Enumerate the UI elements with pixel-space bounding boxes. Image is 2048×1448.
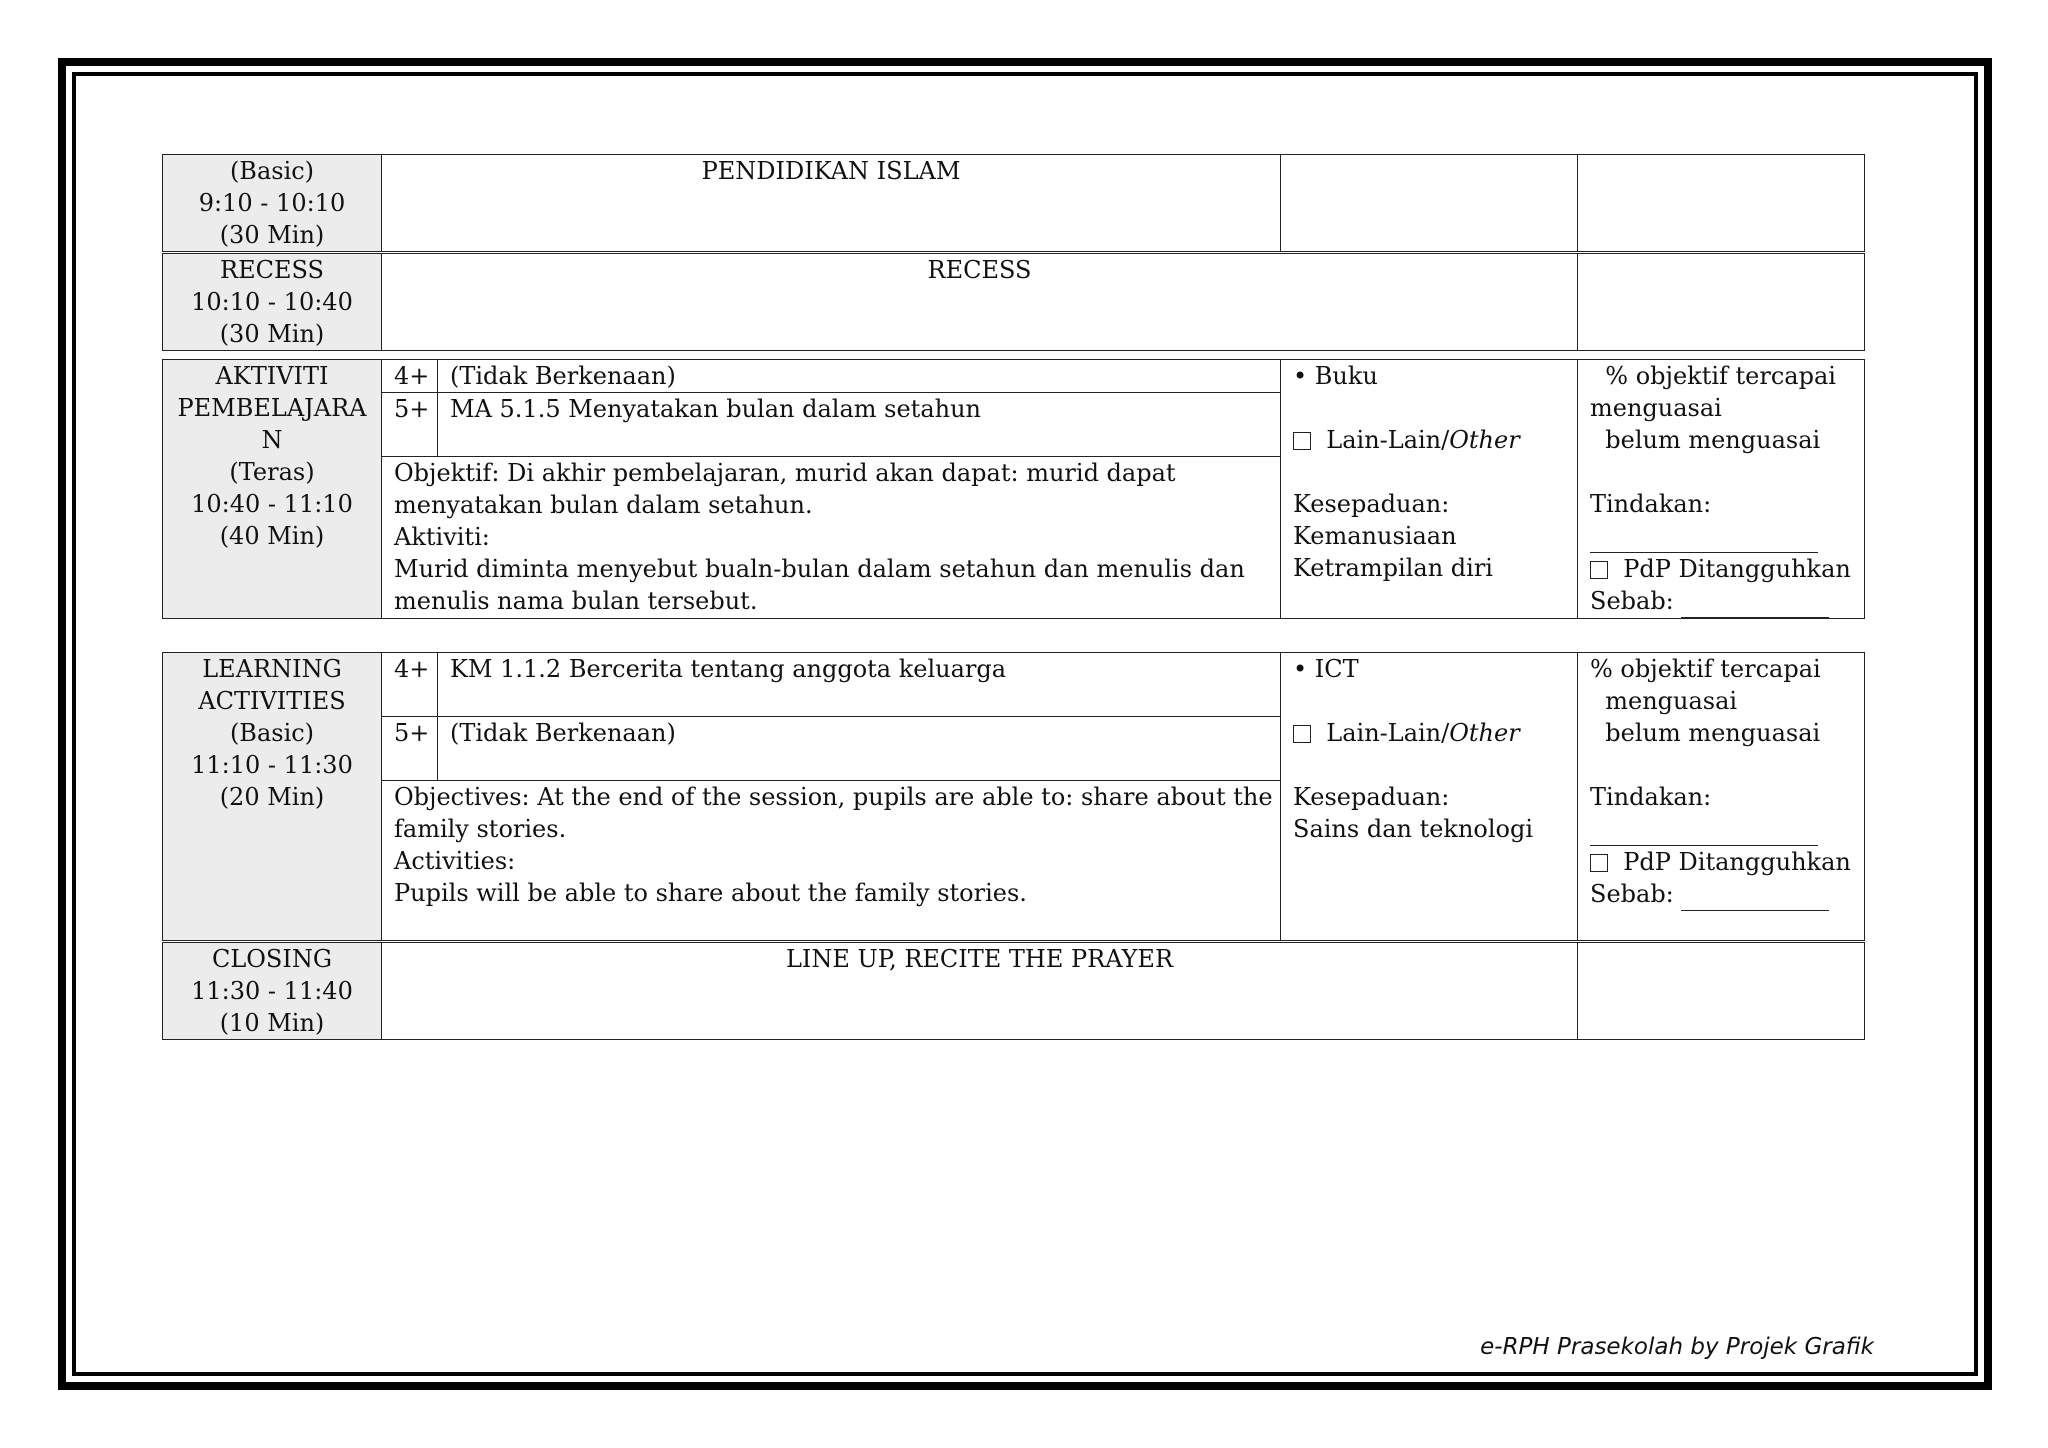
- other-resources: Lain-Lain/Other: [1293, 424, 1565, 456]
- activity-description: Objektif: Di akhir pembelajaran, murid akan dapat: murid dapat menyatakan bulan dalam setahun. Aktiviti: Murid diminta menyebut bualn-bulan dalam setahun dan menulis dan menulis nama bulan tersebut.: [382, 457, 1281, 619]
- action-field[interactable]: [1590, 520, 1818, 553]
- postponed-option: PdP Ditangguhkan: [1590, 846, 1852, 878]
- other-resources: Lain-Lain/Other: [1293, 717, 1565, 749]
- time-slot-label: AKTIVITI PEMBELAJARA N (Teras) 10:40 - 11:10 (40 Min): [163, 360, 382, 619]
- reflection-cell: [1578, 943, 1865, 1040]
- reflection-cell: [1578, 155, 1865, 252]
- subject-title: PENDIDIKAN ISLAM: [382, 155, 1281, 252]
- checkbox-icon[interactable]: [1590, 561, 1608, 579]
- level-badge-4: 4+: [382, 653, 438, 717]
- reason-row: Sebab:: [1590, 878, 1852, 911]
- resource-item: • Buku: [1293, 362, 1378, 390]
- activity-description: Objectives: At the end of the session, pupils are able to: share about the family stories. Activities: Pupils will be able to share about the family stories.: [382, 781, 1281, 941]
- schedule-table-islam: [162, 154, 1865, 252]
- integration-value: Ketrampilan diri: [1293, 554, 1493, 582]
- reason-row: Sebab:: [1590, 585, 1852, 618]
- schedule-table-aktiviti: [162, 359, 1865, 619]
- integration-label: Kesepaduan:: [1293, 490, 1450, 518]
- reason-field[interactable]: [1681, 878, 1829, 911]
- resources-cell: [1281, 360, 1578, 619]
- checkbox-icon[interactable]: [1293, 725, 1311, 743]
- level-4-objective: (Tidak Berkenaan): [438, 360, 1281, 393]
- resources-cell: [1281, 155, 1578, 252]
- action-label: Tindakan:: [1590, 490, 1712, 518]
- action-label: Tindakan:: [1590, 783, 1712, 811]
- checkbox-icon[interactable]: [1293, 432, 1311, 450]
- level-badge-4: 4+: [382, 360, 438, 393]
- resources-cell: [1281, 653, 1578, 941]
- schedule-table-closing: [162, 942, 1865, 1040]
- level-5-objective: MA 5.1.5 Menyatakan bulan dalam setahun: [438, 393, 1281, 457]
- schedule-table-recess: [162, 253, 1865, 351]
- closing-content: LINE UP, RECITE THE PRAYER: [382, 943, 1578, 1040]
- postponed-option: PdP Ditangguhkan: [1590, 553, 1852, 585]
- level-5-objective: (Tidak Berkenaan): [438, 717, 1281, 781]
- checkbox-icon[interactable]: [1590, 854, 1608, 872]
- reflection-cell: % objektif tercapai menguasai belum menguasai Tindakan: PdP Ditangguhkan Sebab:: [1578, 653, 1865, 941]
- footer-credit: e-RPH Prasekolah by Projek Grafik: [1480, 1334, 1874, 1360]
- recess-content: RECESS: [382, 254, 1578, 351]
- time-slot-label: CLOSING 11:30 - 11:40 (10 Min): [163, 943, 382, 1040]
- resource-item: • ICT: [1293, 655, 1359, 683]
- schedule-table-learning: [162, 652, 1865, 941]
- level-4-objective: KM 1.1.2 Bercerita tentang anggota keluarga: [438, 653, 1281, 717]
- action-field[interactable]: [1590, 813, 1818, 846]
- integration-value: Sains dan teknologi: [1293, 815, 1534, 843]
- time-slot-label: (Basic) 9:10 - 10:10 (30 Min): [163, 155, 382, 252]
- level-badge-5: 5+: [382, 393, 438, 457]
- integration-value: Kemanusiaan: [1293, 522, 1457, 550]
- time-slot-label: RECESS 10:10 - 10:40 (30 Min): [163, 254, 382, 351]
- reason-field[interactable]: [1681, 585, 1829, 618]
- level-badge-5: 5+: [382, 717, 438, 781]
- reflection-cell: [1578, 254, 1865, 351]
- time-slot-label: LEARNING ACTIVITIES (Basic) 11:10 - 11:30 (20 Min): [163, 653, 382, 941]
- integration-label: Kesepaduan:: [1293, 783, 1450, 811]
- reflection-cell: % objektif tercapai menguasai belum menguasai Tindakan: PdP Ditangguhkan Sebab:: [1578, 360, 1865, 619]
